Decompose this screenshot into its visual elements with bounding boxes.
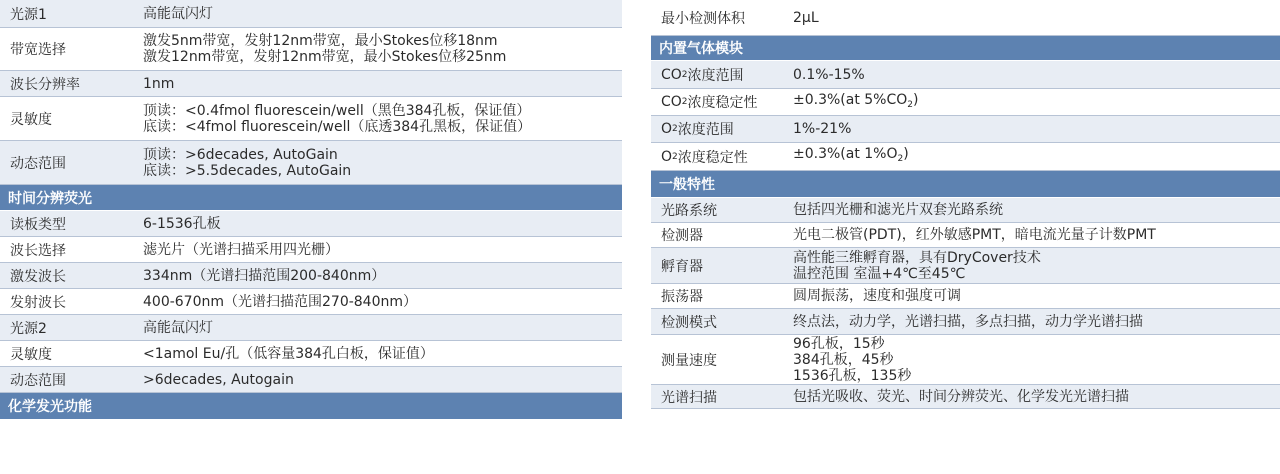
section-header [0,185,622,211]
spec-value-line: 滤光片（光谱扫描采用四光栅） [143,241,339,258]
spec-value-line: 1nm [143,75,175,92]
spec-label: 动态范围 [10,372,66,389]
spec-label: 带宽选择 [10,42,66,58]
spec-label: 检测模式 [661,314,717,331]
spec-label: 光源2 [10,320,47,337]
spec-value-line: 激发5nm带宽，发射12nm带宽，最小Stokes位移18nm [143,33,498,49]
section-title: 化学发光功能 [8,399,92,415]
spec-row [0,28,622,71]
spec-label: 孵育器 [661,258,703,275]
spec-value-line: 光电二极管(PDT)，红外敏感PMT，暗电流光量子计数PMT [793,227,1156,243]
spec-value [143,211,221,236]
spec-row [651,0,1280,36]
spec-label: 光路系统 [661,203,717,219]
spec-value [793,248,1041,283]
spec-label: 振荡器 [661,289,703,305]
spec-label: O 2 浓度范围 [661,121,734,138]
spec-value-line: 包括光吸收、荧光、时间分辨荧光、化学发光光谱扫描 [793,388,1129,405]
spec-row [0,97,622,141]
spec-row [651,284,1280,309]
spec-value [143,97,531,140]
spec-label: CO 2 浓度范围 [661,66,744,84]
spec-label: 测量速度 [661,352,717,369]
spec-row [0,289,622,315]
spec-value [793,0,819,35]
spec-value-line: 圆周振荡，速度和强度可调 [793,288,961,304]
spec-row [0,341,622,367]
spec-row [651,335,1280,385]
spec-value-line: 激发12nm带宽，发射12nm带宽，最小Stokes位移25nm [143,49,507,65]
spec-row [651,89,1280,116]
spec-value [143,341,434,366]
spec-label: 读板类型 [10,216,66,233]
spec-value-line: 334nm（光谱扫描范围200-840nm） [143,267,386,284]
spec-value-line: <1amol Eu/孔（低容量384孔白板，保证值） [143,345,434,362]
spec-label: 灵敏度 [10,346,52,363]
spec-label: CO 2 浓度稳定性 [661,94,758,111]
spec-value [143,141,351,184]
spec-value-line: 终点法，动力学，光谱扫描，多点扫描，动力学光谱扫描 [793,313,1143,330]
spec-value [793,89,919,115]
spec-value [793,284,961,308]
spec-value [793,61,865,88]
spec-row [0,0,622,28]
spec-row [651,61,1280,89]
spec-value-line: ±0.3%(at $5\%CO_2$) [793,91,919,110]
right-spec-table [651,0,1280,409]
spec-label: 动态范围 [10,155,66,172]
section-header [651,36,1280,61]
spec-row [651,116,1280,143]
spec-label: 光源1 [10,6,47,23]
spec-label: 波长选择 [10,242,66,259]
spec-value [793,143,909,170]
spec-value-line: 1%-21% [793,121,852,137]
spec-row [0,263,622,289]
spec-row [651,309,1280,335]
spec-value-line: 96孔板，15秒 [793,335,885,352]
section-header [651,171,1280,198]
spec-value [143,71,174,96]
spec-label: O 2 浓度稳定性 [661,148,748,166]
spec-value-line: 384孔板，45秒 [793,351,894,368]
spec-row [0,367,622,393]
spec-row [651,248,1280,284]
spec-value [793,385,1129,408]
spec-row [0,237,622,263]
spec-value [143,315,213,340]
spec-label: 检测器 [661,228,703,244]
spec-label: 灵敏度 [10,111,52,128]
spec-row [651,143,1280,171]
spec-row [651,223,1280,248]
spec-label: 光谱扫描 [661,389,717,406]
spec-value-line: 高能氙闪灯 [143,319,213,336]
section-title: 内置气体模块 [659,41,743,57]
spec-value [793,116,851,142]
left-spec-table [0,0,622,420]
spec-row [0,211,622,237]
spec-label: 发射波长 [10,294,66,311]
spec-value [143,263,385,288]
spec-value [143,0,213,27]
spec-value [793,309,1143,334]
spec-value-line: 高能氙闪灯 [143,5,213,22]
spec-value-line: 底读：>5.5decades, AutoGain [143,162,352,179]
spec-value-line: >6decades, Autogain [143,371,294,388]
spec-value-line: 6-1536孔板 [143,215,221,232]
spec-value [793,198,1003,222]
spec-value-line: 1536孔板，135秒 [793,367,912,384]
section-header [0,393,622,420]
spec-value [143,28,506,70]
spec-value-line: 顶读：>6decades, AutoGain [143,146,338,163]
section-title: 一般特性 [659,177,715,193]
spec-label: 激发波长 [10,268,66,285]
spec-row [0,141,622,185]
spec-value [793,335,911,384]
spec-row [0,71,622,97]
spec-value-line: 400-670nm（光谱扫描范围270-840nm） [143,293,418,310]
spec-value-line: ±0.3%(at $1\%O_2$) [793,146,909,164]
spec-row [651,385,1280,409]
spec-value [143,367,294,392]
spec-value-line: 顶读：<0.4fmol fluorescein/well（黑色384孔板，保证值） [143,102,531,119]
spec-row [651,198,1280,223]
spec-value-line: 温控范围 室温+4℃至45℃ [793,265,966,282]
spec-value-line: 包括四光栅和滤光片双套光路系统 [793,202,1003,218]
section-title: 时间分辨荧光 [8,190,92,207]
spec-row [0,315,622,341]
spec-value-line: 高性能三维孵育器，具有DryCover技术 [793,249,1041,266]
spec-value-line: 0.1%-15% [793,66,865,83]
spec-label: 最小检测体积 [661,10,745,27]
spec-label: 波长分辨率 [10,76,80,93]
spec-value-line: 2μL [793,9,819,26]
spec-value [143,289,417,314]
spec-value-line: 底读：<4fmol fluorescein/well（底透384孔黑板，保证值） [143,118,532,135]
spec-value [143,237,339,262]
spec-value [793,223,1156,247]
